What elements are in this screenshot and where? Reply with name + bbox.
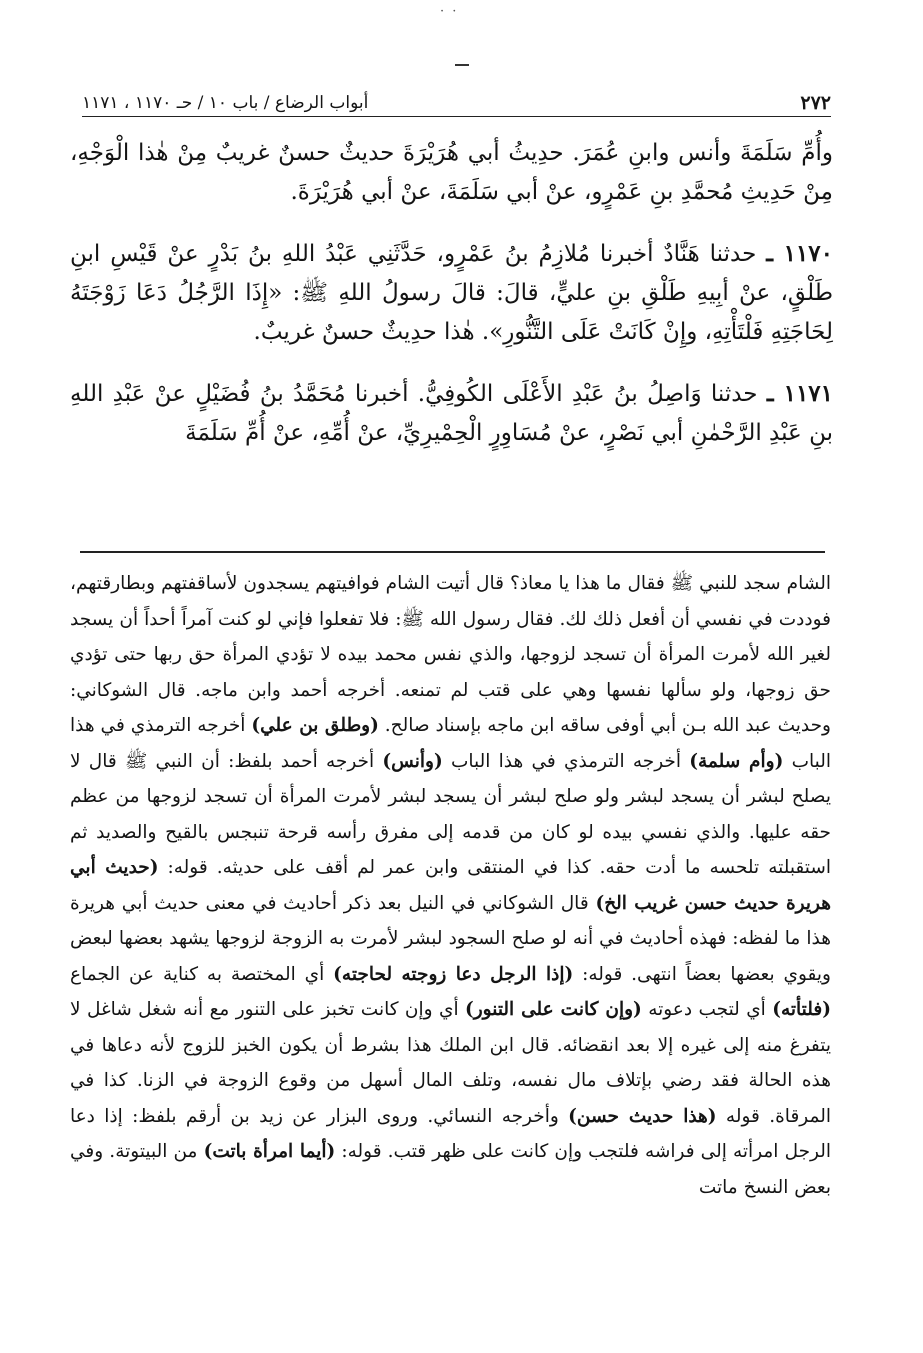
running-title: أبواب الرضاع / باب ١٠ / حـ ١١٧٠ ، ١١٧١ [82,93,369,113]
hadith-number: ١١٧١ ـ [766,380,834,407]
note-text: أخرجه الترمذي في هذا الباب [70,715,832,772]
note-heading: (وطلق بن علي) [251,715,379,736]
running-header [82,90,831,117]
note-text: قال الشوكاني في النيل بعد ذكر أحاديث في معنى حديث أبي هريرة هذا ما لفظه: فهذه أحاديث في أنه لو صلح السجود لبشر لأمرت به الزوجة لزوجها يشهد بعضها لبعض ويقوي بعضها بعضاً انتهى. قوله: [70,892,831,985]
commentary [70,566,831,1205]
footnote-separator [80,551,825,553]
note-text: أخرجه الترمذي في هذا الباب [450,750,682,772]
hadith-1170 [70,234,833,352]
note-heading: (وإن كانت على التنور) [465,999,642,1020]
note-heading: (وأنس) [382,750,443,772]
note-heading: (حديث أبي هريرة حديث حسن غريب الخ) [70,857,831,914]
hadith-number: ١١٧٠ ـ [766,240,833,267]
note-text: أي وإن كانت تخبز على التنور مع أنه شغل شاغل لا يتفرغ منه إلى غيره إلا بعد انقضائه. قال ابن الملك هذا بشرط أن يكون الخبز للزوج لأنه دعاها في هذه الحالة فقد رضي بإتلاف مال نفسه، وتلف المال أسهل من وقوع الزوجة في الزنا. كذا في المرقاة. قوله [70,999,831,1127]
note-text: أي المختصة به كناية عن الجماع [70,963,325,985]
commentary-paragraph [70,566,831,1205]
hadith-text: حدثنا وَاصِلُ بنُ عَبْدِ الأَعْلَى الكُوفِيُّ. أخبرنا مُحَمَّدُ بنُ فُضَيْلٍ عنْ عَبْدِ اللهِ بنِ عَبْدِ الرَّحْمٰنِ أبي نَصْرٍ، عنْ مُسَاوِرٍ الْحِمْيرِيِّ، عنْ أُمِّهِ، عنْ أُمِّ سَلَمَةَ [70,381,833,446]
note-heading: (إذا الرجل دعا زوجته لحاجته) [333,963,574,985]
note-text: وأخرجه النسائي. وروى البزار عن زيد بن أرقم بلفظ: إذا دعا الرجل امرأته إلى فراشه فلتجب وإن كانت على ظهر قتب. قوله: [70,1105,831,1162]
main-text [70,134,833,475]
top-dash [455,64,469,66]
note-text: أخرجه أحمد بلفظ: أن النبي ﷺ قال لا يصلح لبشر أن يسجد لبشر ولو صلح لبشر أن يسجد لبشر لأمرت المرأة أن تسجد لزوجها من عظم حقه عليها. والذي نفسي بيده لو كان من قدمه إلى مفرق رأسه قرحة تنبجس بالقيح والصديد ثم استقبلته تلحسه ما أدت حقه. كذا في المنتقى وابن عمر لم أقف على حديثه. قوله: [70,750,831,878]
hadith-text: حدثنا هَنَّادٌ أخبرنا مُلازِمُ بنُ عَمْرٍو، حَدَّثَنِي عَبْدُ اللهِ بنُ بَدْرٍ عنْ قَيْسِ ابنِ طَلْقٍ، عنْ أبِيهِ طَلْقِ بنِ عليٍّ، قالَ: قالَ رسولُ اللهِ ﷺ: «إِذَا الرَّجُلُ دَعَا زَوْجَتَهُ لِحَاجَتِهِ فَلْتَأْتِهِ، وإِنْ كَانَتْ عَلَى التَّنُّورِ». هٰذا حدِيثٌ حسنٌ غريبٌ. [70,241,833,345]
hadith-1171 [70,374,833,453]
note-heading: (وأم سلمة) [689,750,784,772]
note-heading: (هذا حديث حسن) [568,1105,717,1127]
note-heading: (فلتأته) [772,999,831,1020]
note-text: من البيتوتة. وفي بعض النسخ ماتت [70,1141,831,1198]
intro-paragraph: وأُمِّ سَلَمَةَ وأنس وابنِ عُمَرَ. حدِيثُ أبي هُرَيْرَةَ حديثٌ حسنٌ غريبٌ مِنْ هٰذا الْوَجْهِ، مِنْ حَدِيثِ مُحمَّدِ بنِ عَمْرٍو، عنْ أبي سَلَمَةَ، عنْ أبي هُرَيْرَةَ. [70,140,833,205]
page-number: ٢٧٢ [800,92,831,114]
note-text: أي لتجب دعوته [648,999,766,1020]
top-marks: · · [440,4,459,19]
note-heading: (أيما امرأة باتت) [203,1141,336,1162]
note-text: الشام سجد للنبي ﷺ فقال ما هذا يا معاذ؟ قال أتيت الشام فوافيتهم يسجدون لأساقفتهم وبطارقتهم، فوددت في نفسي أن أفعل ذلك لك. فقال رسول الله ﷺ: فلا تفعلوا فإني لو كنت آمراً أحداً أن يسجد لغير الله لأمرت المرأة أن تسجد لزوجها، والذي نفس محمد بيده لا تؤدي المرأة حق ربها حتى تؤدي حق زوجها، ولو سألها نفسها وهي على قتب لم تمنعه. أخرجه أحمد وابن ماجه. قال الشوكاني: وحديث عبد الله بـن أبي أوفى ساقه ابن ماجه بإسناد صالح. [70,573,831,736]
